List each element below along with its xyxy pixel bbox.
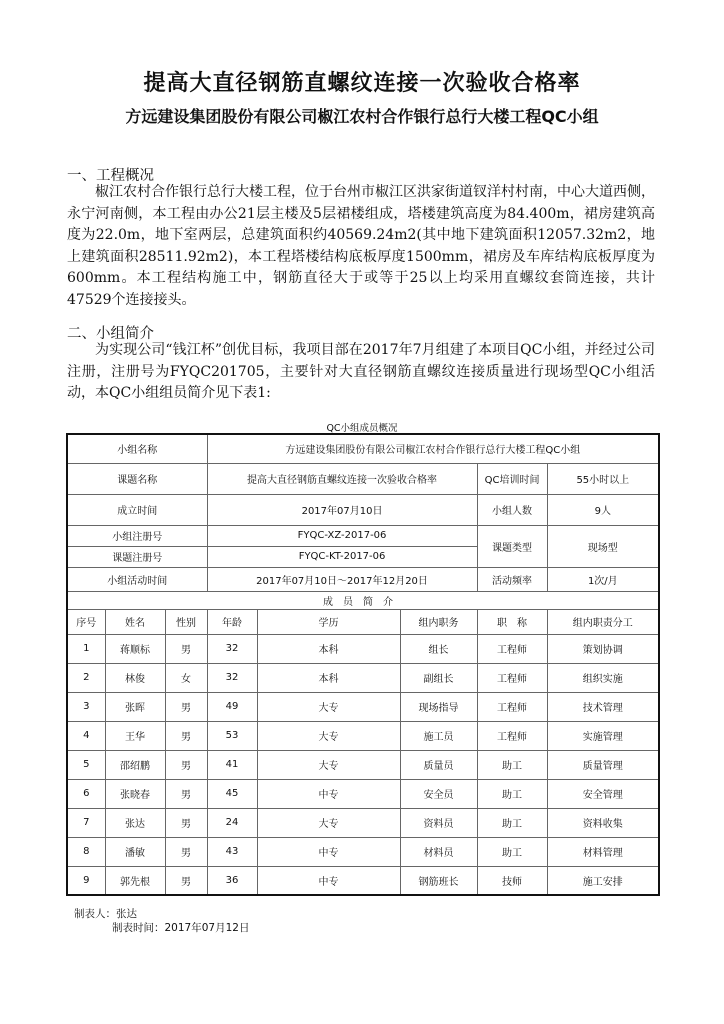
- cell-title: 助工: [477, 750, 547, 779]
- established-value: 2017年07月10日: [207, 494, 477, 525]
- table-row: [67, 692, 659, 721]
- column-header: 组内职务: [400, 609, 477, 634]
- cell-gender: 男: [165, 634, 207, 663]
- cell-age: 36: [207, 866, 257, 895]
- members-heading: 成员简介: [67, 591, 659, 609]
- cell-title: 助工: [477, 808, 547, 837]
- cell-age: 41: [207, 750, 257, 779]
- table-row: [67, 591, 659, 609]
- cell-role: 现场指导: [400, 692, 477, 721]
- cell-title: 工程师: [477, 634, 547, 663]
- cell-gender: 男: [165, 721, 207, 750]
- cell-gender: 男: [165, 779, 207, 808]
- cell-index: 1: [67, 634, 105, 663]
- cell-name: 潘敏: [105, 837, 165, 866]
- cell-title: 工程师: [477, 721, 547, 750]
- topic-reg-label: 课题注册号: [67, 546, 207, 567]
- table-row: [67, 721, 659, 750]
- cell-age: 53: [207, 721, 257, 750]
- cell-education: 中专: [257, 779, 400, 808]
- column-header: 组内职责分工: [547, 609, 659, 634]
- cell-gender: 男: [165, 866, 207, 895]
- cell-duty: 实施管理: [547, 721, 659, 750]
- cell-index: 6: [67, 779, 105, 808]
- cell-title: 工程师: [477, 692, 547, 721]
- table-row: [67, 837, 659, 866]
- cell-index: 4: [67, 721, 105, 750]
- column-header: 性别: [165, 609, 207, 634]
- section-heading-group: 二、小组简介: [67, 326, 154, 342]
- cell-title: 工程师: [477, 663, 547, 692]
- group-name-value: 方远建设集团股份有限公司椒江农村合作银行总行大楼工程QC小组: [207, 434, 659, 463]
- cell-gender: 男: [165, 808, 207, 837]
- cell-education: 大专: [257, 750, 400, 779]
- qc-members-table: [66, 433, 660, 896]
- table-row: [67, 434, 659, 463]
- cell-gender: 男: [165, 837, 207, 866]
- cell-name: 林俊: [105, 663, 165, 692]
- cell-duty: 材料管理: [547, 837, 659, 866]
- cell-duty: 资料收集: [547, 808, 659, 837]
- topic-reg-value: FYQC-KT-2017-06: [207, 546, 477, 567]
- cell-education: 本科: [257, 634, 400, 663]
- column-header: 姓名: [105, 609, 165, 634]
- cell-age: 43: [207, 837, 257, 866]
- cell-age: 49: [207, 692, 257, 721]
- cell-index: 7: [67, 808, 105, 837]
- cell-age: 24: [207, 808, 257, 837]
- column-header: 年龄: [207, 609, 257, 634]
- page-subtitle: 方远建设集团股份有限公司椒江农村合作银行总行大楼工程QC小组: [125, 107, 599, 126]
- table-row: [67, 750, 659, 779]
- cell-duty: 技术管理: [547, 692, 659, 721]
- cell-duty: 施工安排: [547, 866, 659, 895]
- group-intro-paragraph: 为实现公司“钱江杯”创优目标，我项目部在2017年7月组建了本项目QC小组，并经过公司注册，注册号为FYQC201705，主要针对大直径钢筋直螺纹连接质量进行现场型QC小组活动，本QC小组组员简介见下表1:: [67, 342, 655, 402]
- cell-age: 45: [207, 779, 257, 808]
- table-header-row: [67, 609, 659, 634]
- cell-index: 9: [67, 866, 105, 895]
- table-row: [67, 494, 659, 525]
- members-count-label: 小组人数: [477, 494, 547, 525]
- cell-name: 王华: [105, 721, 165, 750]
- activity-time-label: 小组活动时间: [67, 567, 207, 591]
- table-maker: 制表人：张达: [74, 908, 137, 920]
- table-row: [67, 634, 659, 663]
- cell-education: 中专: [257, 866, 400, 895]
- cell-duty: 策划协调: [547, 634, 659, 663]
- table-row: [67, 463, 659, 494]
- cell-index: 8: [67, 837, 105, 866]
- cell-name: 张晖: [105, 692, 165, 721]
- cell-name: 邵绍鹏: [105, 750, 165, 779]
- group-name-label: 小组名称: [67, 434, 207, 463]
- cell-role: 材料员: [400, 837, 477, 866]
- cell-age: 32: [207, 663, 257, 692]
- training-label: QC培训时间: [477, 463, 547, 494]
- cell-index: 3: [67, 692, 105, 721]
- frequency-value: 1次/月: [547, 567, 659, 591]
- cell-role: 副组长: [400, 663, 477, 692]
- cell-name: 张晓春: [105, 779, 165, 808]
- cell-title: 技师: [477, 866, 547, 895]
- frequency-label: 活动频率: [477, 567, 547, 591]
- table-row: [67, 866, 659, 895]
- cell-gender: 男: [165, 750, 207, 779]
- cell-title: 助工: [477, 779, 547, 808]
- cell-gender: 男: [165, 692, 207, 721]
- cell-age: 32: [207, 634, 257, 663]
- cell-education: 大专: [257, 692, 400, 721]
- page-title: 提高大直径钢筋直螺纹连接一次验收合格率: [143, 71, 581, 96]
- cell-duty: 安全管理: [547, 779, 659, 808]
- cell-education: 大专: [257, 721, 400, 750]
- cell-education: 本科: [257, 663, 400, 692]
- table-date: 制表时间：2017年07月12日: [112, 922, 250, 934]
- cell-role: 安全员: [400, 779, 477, 808]
- cell-gender: 女: [165, 663, 207, 692]
- cell-role: 资料员: [400, 808, 477, 837]
- table-row: [67, 567, 659, 591]
- cell-title: 助工: [477, 837, 547, 866]
- overview-paragraph: 椒江农村合作银行总行大楼工程，位于台州市椒江区洪家街道钗洋村村南，中心大道西侧，永宁河南侧，本工程由办公21层主楼及5层裙楼组成，塔楼建筑高度为84.400m，裙房建筑高度为22.0m，地下室两层，总建筑面积约40569.24m2(其中地下建筑面积12057.32m2，地上建筑面积28511.92m2)，本工程塔楼结构底板厚度1500mm，裙房及车库结构底板厚度为600mm。本工程结构施工中，钢筋直径大于或等于25以上均采用直螺纹套筒连接，共计47529个连接接头。: [67, 184, 655, 308]
- established-label: 成立时间: [67, 494, 207, 525]
- cell-role: 质量员: [400, 750, 477, 779]
- cell-role: 施工员: [400, 721, 477, 750]
- cell-role: 钢筋班长: [400, 866, 477, 895]
- members-count-value: 9人: [547, 494, 659, 525]
- topic-value: 提高大直径钢筋直螺纹连接一次验收合格率: [207, 463, 477, 494]
- group-reg-label: 小组注册号: [67, 525, 207, 546]
- cell-education: 大专: [257, 808, 400, 837]
- activity-time-value: 2017年07月10日～2017年12月20日: [207, 567, 477, 591]
- training-value: 55小时以上: [547, 463, 659, 494]
- cell-duty: 质量管理: [547, 750, 659, 779]
- table-row: [67, 525, 659, 546]
- cell-role: 组长: [400, 634, 477, 663]
- topic-type-value: 现场型: [547, 525, 659, 567]
- table-row: [67, 663, 659, 692]
- group-reg-value: FYQC-XZ-2017-06: [207, 525, 477, 546]
- cell-duty: 组织实施: [547, 663, 659, 692]
- column-header: 学历: [257, 609, 400, 634]
- table-row: [67, 779, 659, 808]
- cell-name: 张达: [105, 808, 165, 837]
- column-header: 序号: [67, 609, 105, 634]
- cell-name: 蒋顺标: [105, 634, 165, 663]
- cell-index: 2: [67, 663, 105, 692]
- column-header: 职 称: [477, 609, 547, 634]
- table-caption: QC小组成员概况: [326, 423, 398, 434]
- cell-education: 中专: [257, 837, 400, 866]
- topic-type-label: 课题类型: [477, 525, 547, 567]
- topic-label: 课题名称: [67, 463, 207, 494]
- table-row: [67, 808, 659, 837]
- cell-index: 5: [67, 750, 105, 779]
- cell-name: 郭先根: [105, 866, 165, 895]
- section-heading-overview: 一、工程概况: [67, 168, 154, 184]
